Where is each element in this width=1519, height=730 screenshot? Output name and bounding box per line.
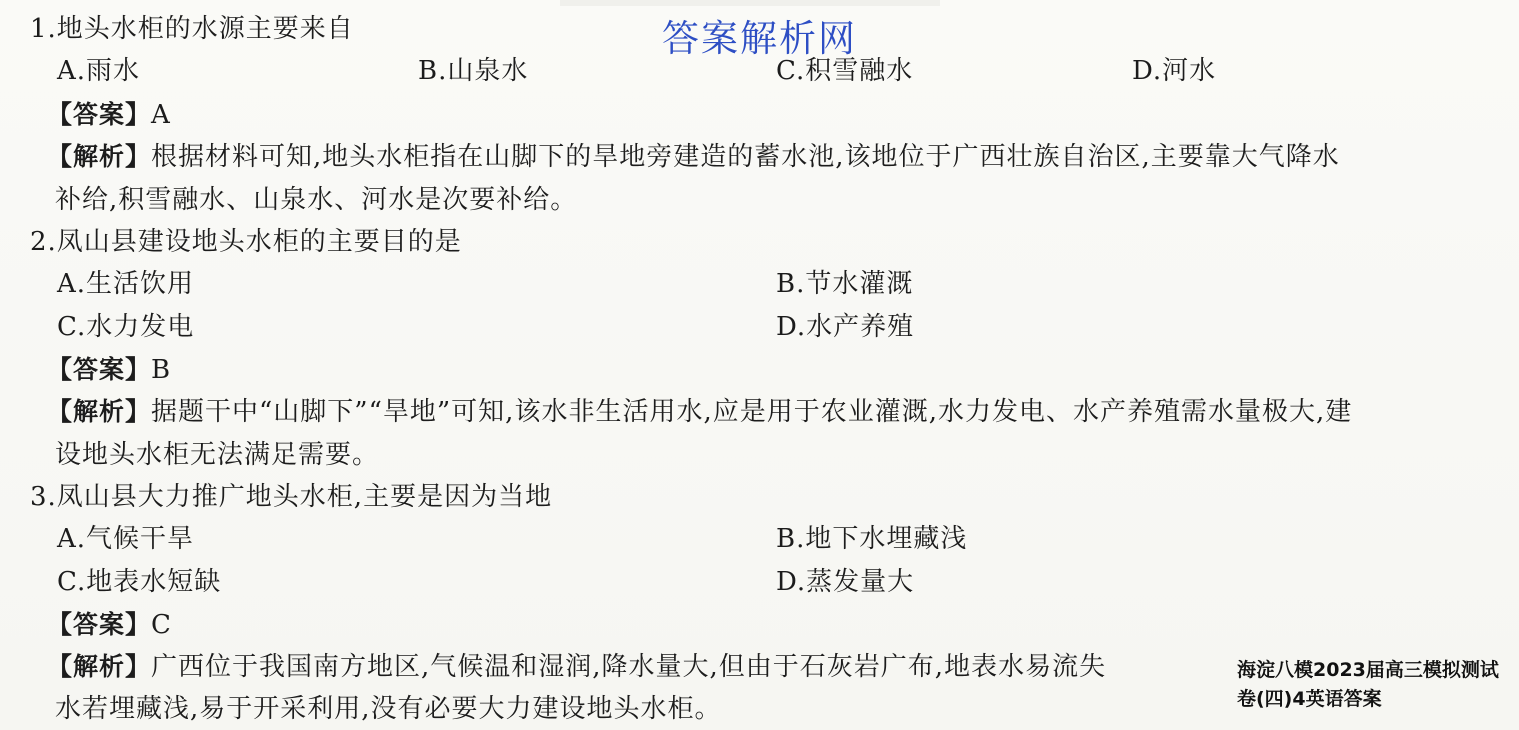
answer-label: 【答案】: [47, 100, 152, 129]
analysis-label: 【解析】: [47, 142, 152, 171]
analysis-text: 据题干中“山脚下”“旱地”可知,该水非生活用水,应是用于农业灌溉,水力发电、水产养殖需水量极大,建: [151, 397, 1353, 427]
corner-note-line1: 海淀八模2023届高三模拟测试: [1237, 659, 1499, 681]
analysis-label: 【解析】: [47, 397, 152, 426]
analysis-label: 【解析】: [47, 652, 152, 681]
answer-value: A: [151, 100, 171, 130]
q3-analysis: [47, 652, 1106, 682]
q2-analysis: [47, 397, 1352, 427]
q1-analysis-cont: 补给,积雪融水、山泉水、河水是次要补给。: [55, 185, 578, 215]
answer-label: 【答案】: [47, 610, 152, 639]
q3-option-d: D.蒸发量大: [776, 567, 915, 597]
q2-option-a: A.生活饮用: [57, 269, 195, 299]
corner-note-line2: 卷(四)4英语答案: [1237, 688, 1382, 710]
analysis-text: 广西位于我国南方地区,气候温和湿润,降水量大,但由于石灰岩广布,地表水易流失: [151, 652, 1107, 682]
q1-option-d: D.河水: [1132, 56, 1217, 86]
q2-option-d: D.水产养殖: [776, 312, 915, 342]
q1-option-a: A.雨水: [57, 56, 141, 86]
answer-value: B: [151, 355, 172, 385]
q1-option-c: C.积雪融水: [776, 56, 914, 86]
answer-value: C: [151, 610, 172, 640]
answer-label: 【答案】: [47, 355, 152, 384]
q3-analysis-cont: 水若埋藏浅,易于开采利用,没有必要大力建设地头水柜。: [55, 694, 722, 724]
q3-option-c: C.地表水短缺: [57, 567, 222, 597]
q2-option-c: C.水力发电: [57, 312, 195, 342]
q3-option-a: A.气候干旱: [57, 524, 195, 554]
analysis-text: 根据材料可知,地头水柜指在山脚下的旱地旁建造的蓄水池,该地位于广西壮族自治区,主要靠大气降水: [151, 142, 1340, 172]
q3-answer: [47, 610, 172, 640]
q2-option-b: B.节水灌溉: [776, 269, 914, 299]
q3-stem: 3.凤山县大力推广地头水柜,主要是因为当地: [30, 482, 553, 512]
q1-option-b: B.山泉水: [418, 56, 529, 86]
q1-stem: 1.地头水柜的水源主要来自: [30, 14, 354, 44]
q2-analysis-cont: 设地头水柜无法满足需要。: [55, 440, 380, 470]
q1-answer: [47, 100, 171, 130]
q2-answer: [47, 355, 171, 385]
watermark-text: 答案解析网: [662, 17, 857, 60]
q2-stem: 2.凤山县建设地头水柜的主要目的是: [30, 227, 462, 257]
q1-analysis: [47, 142, 1340, 172]
bleed-through-shadow: [560, 0, 940, 6]
q3-option-b: B.地下水埋藏浅: [776, 524, 968, 554]
